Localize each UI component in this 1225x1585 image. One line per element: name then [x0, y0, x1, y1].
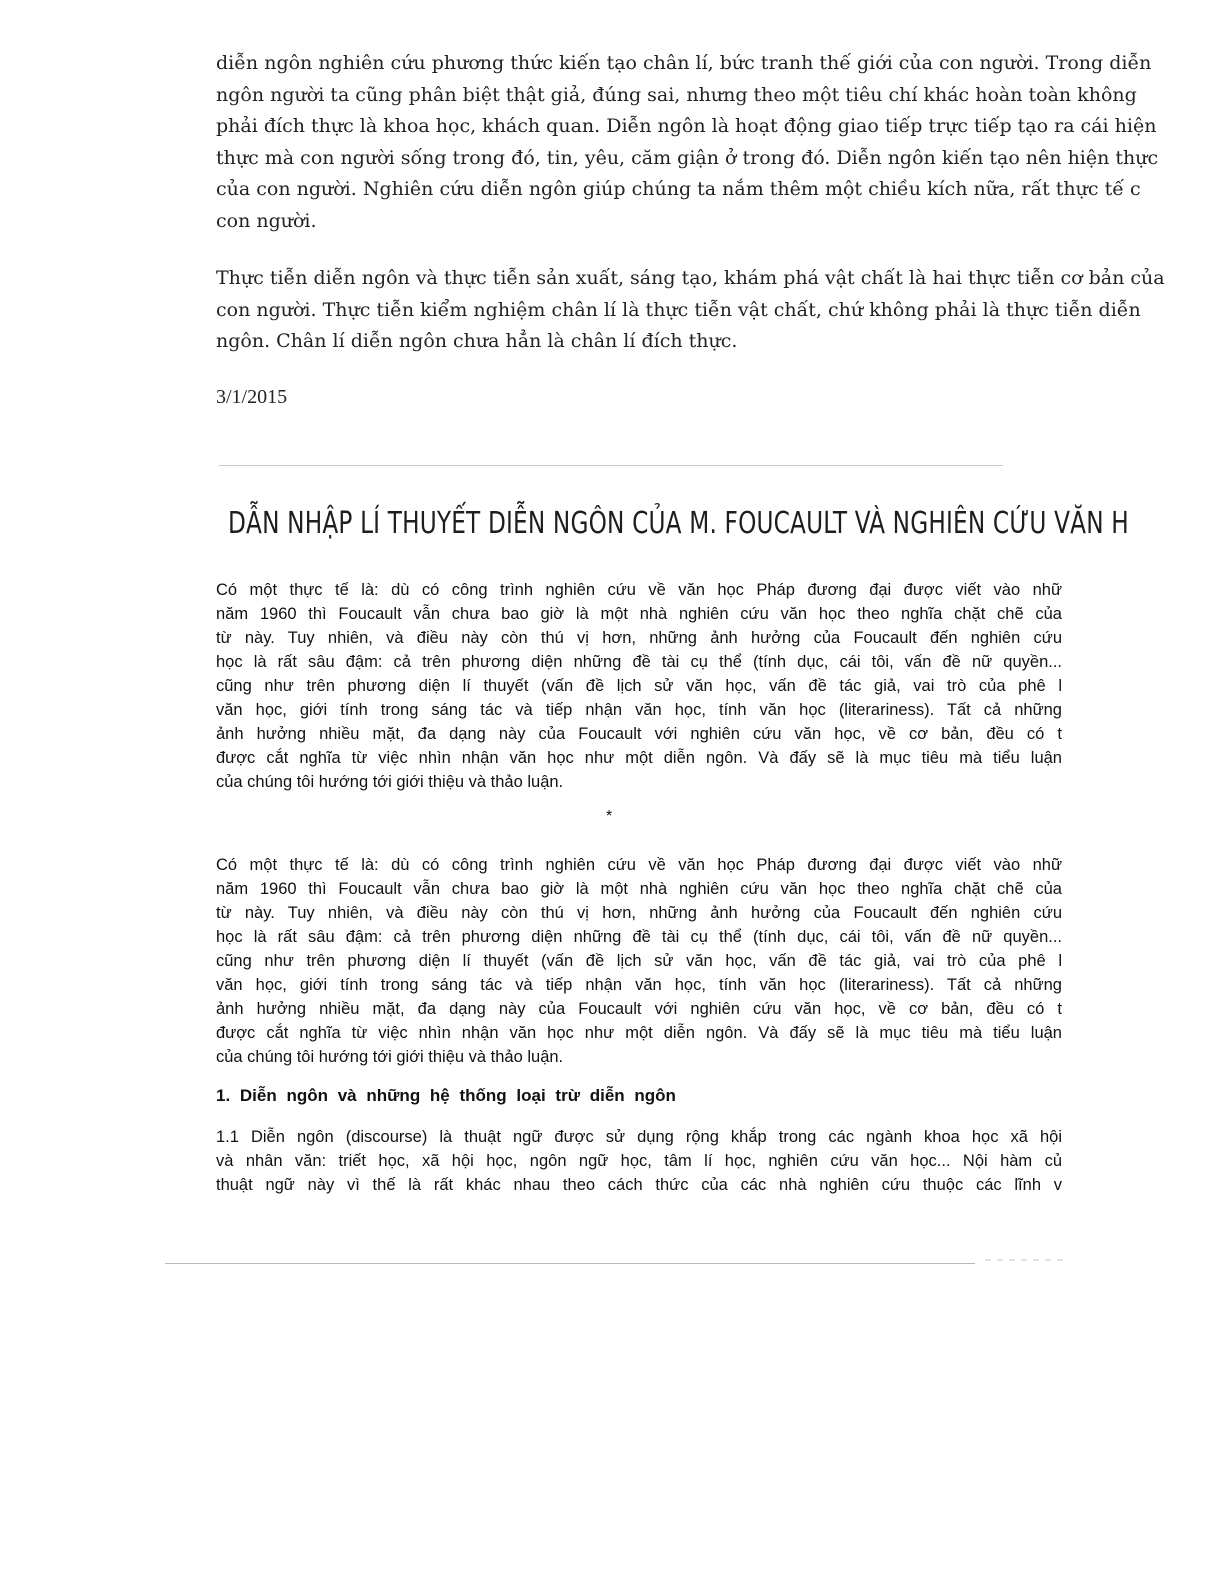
text-line: Có một thực tế là: dù có công trình nghiên cứu về văn học Pháp đương đại được viết vào nhữ: [216, 856, 1062, 874]
continuation-paragraph-2: [216, 263, 1165, 358]
text-line: diễn ngôn nghiên cứu phương thức kiến tạo chân lí, bức tranh thế giới của con người. Trong diễn: [216, 52, 1152, 74]
text-line: cũng như trên phương diện lí thuyết (vấn đề lịch sử văn học, vấn đề tác giả, vai trò của phê l: [216, 952, 1062, 970]
text-line: từ này. Tuy nhiên, và điều này còn thú vị hơn, những ảnh hưởng của Foucault đến nghiên cứu: [216, 629, 1062, 647]
page-footer-rule: [165, 1263, 975, 1264]
section-1-paragraph: [216, 1125, 1062, 1197]
text-line: của con người. Nghiên cứu diễn ngôn giúp chúng ta nắm thêm một chiều kích nữa, rất thực tế c: [216, 178, 1141, 200]
text-line: 1.1 Diễn ngôn (discourse) là thuật ngữ được sử dụng rộng khắp trong các ngành khoa học xã hội: [216, 1128, 1062, 1146]
text-line: ảnh hưởng nhiều mặt, đa dạng này của Foucault với nghiên cứu văn học, về cơ bản, đều có t: [216, 725, 1062, 743]
text-line: ngôn người ta cũng phân biệt thật giả, đúng sai, nhưng theo một tiêu chí khác hoàn toàn không: [216, 83, 1137, 106]
text-line: được cắt nghĩa từ việc nhìn nhận văn học như một diễn ngôn. Và đấy sẽ là mục tiêu mà tiểu luận: [216, 1024, 1062, 1042]
text-line: và nhân văn: triết học, xã hội học, ngôn ngữ học, tâm lí học, nghiên cứu văn học... Nội hàm củ: [216, 1152, 1062, 1170]
text-line: thuật ngữ này vì thế là rất khác nhau theo cách thức của các nhà nghiên cứu thuộc các lĩnh v: [216, 1176, 1062, 1194]
text-line: cũng như trên phương diện lí thuyết (vấn đề lịch sử văn học, vấn đề tác giả, vai trò của phê l: [216, 677, 1062, 695]
text-line: được cắt nghĩa từ việc nhìn nhận văn học như một diễn ngôn. Và đấy sẽ là mục tiêu mà tiểu luận: [216, 749, 1062, 767]
intro-paragraph-2: [216, 853, 1062, 1069]
text-line: Thực tiễn diễn ngôn và thực tiễn sản xuất, sáng tạo, khám phá vật chất là hai thực tiễn cơ bản của: [216, 267, 1165, 289]
page-footer-faint-mark: [985, 1259, 1063, 1261]
section-heading: 1. Diễn ngôn và những hệ thống loại trừ diễn ngôn: [216, 1086, 676, 1105]
article-title: DẪN NHẬP LÍ THUYẾT DIỄN NGÔN CỦA M. FOUCAULT VÀ NGHIÊN CỨU VĂN H: [228, 506, 1129, 541]
text-line: con người. Thực tiễn kiểm nghiệm chân lí là thực tiễn vật chất, chứ không phải là thực tiễn diễn: [216, 298, 1141, 321]
text-line: con người.: [216, 209, 317, 232]
text-line: văn học, giới tính trong sáng tác và tiếp nhận văn học, tính văn học (literariness). Tất cả những: [216, 976, 1062, 994]
text-line: năm 1960 thì Foucault vẫn chưa bao giờ là một nhà nghiên cứu văn học theo nghĩa chặt chẽ của: [216, 605, 1062, 623]
text-line: học là rất sâu đậm: cả trên phương diện những đề tài cụ thể (tính dục, cái tôi, vấn đề nữ quyền...: [216, 928, 1062, 946]
continuation-paragraph-1: [216, 48, 1159, 237]
text-line: ảnh hưởng nhiều mặt, đa dạng này của Foucault với nghiên cứu văn học, về cơ bản, đều có t: [216, 1000, 1062, 1018]
text-line: thực mà con người sống trong đó, tin, yêu, căm giận ở trong đó. Diễn ngôn kiến tạo nên hiện thực: [216, 146, 1159, 169]
section-divider: [219, 465, 1003, 466]
article-date: 3/1/2015: [216, 386, 288, 408]
text-line: học là rất sâu đậm: cả trên phương diện những đề tài cụ thể (tính dục, cái tôi, vấn đề nữ quyền...: [216, 653, 1062, 671]
asterisk-separator: *: [606, 808, 613, 825]
text-line: của chúng tôi hướng tới giới thiệu và thảo luận.: [216, 773, 564, 791]
intro-paragraph-1: [216, 578, 1062, 794]
text-line: năm 1960 thì Foucault vẫn chưa bao giờ là một nhà nghiên cứu văn học theo nghĩa chặt chẽ của: [216, 880, 1062, 898]
text-line: ngôn. Chân lí diễn ngôn chưa hẳn là chân lí đích thực.: [216, 330, 738, 352]
text-line: từ này. Tuy nhiên, và điều này còn thú vị hơn, những ảnh hưởng của Foucault đến nghiên cứu: [216, 904, 1062, 922]
text-line: phải đích thực là khoa học, khách quan. Diễn ngôn là hoạt động giao tiếp trực tiếp tạo ra cái hiện: [216, 115, 1157, 137]
text-line: của chúng tôi hướng tới giới thiệu và thảo luận.: [216, 1048, 564, 1066]
text-line: văn học, giới tính trong sáng tác và tiếp nhận văn học, tính văn học (literariness). Tất cả những: [216, 701, 1062, 719]
text-line: Có một thực tế là: dù có công trình nghiên cứu về văn học Pháp đương đại được viết vào nhữ: [216, 581, 1062, 599]
